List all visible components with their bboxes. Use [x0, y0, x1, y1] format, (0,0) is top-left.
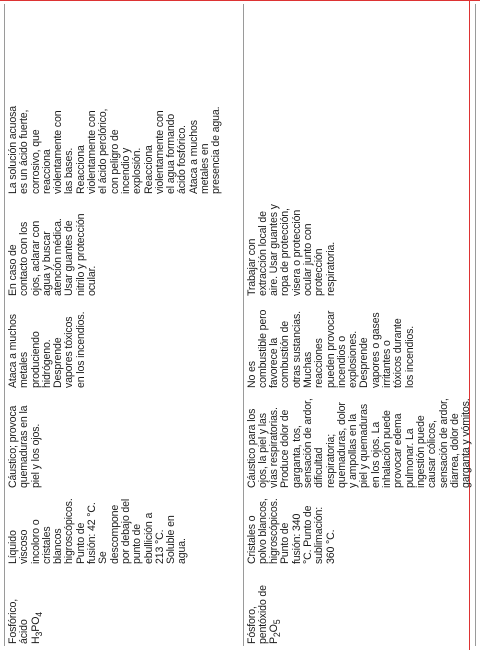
- reactivity-cell: [243, 100, 476, 200]
- substance-name-cell: [243, 570, 476, 646]
- health-hazards-cell: Cáustico; provoca quemaduras en la piel y los ojos.: [5, 394, 244, 494]
- substance-name: Fósforo, pentóxido de: [245, 585, 269, 644]
- fire-hazards-cell: Ataca a muchos metales produciendo hidrógeno. Desprende vapores tóxicos en los incendios.: [5, 302, 244, 394]
- empty-cell: [5, 4, 244, 100]
- empty-cell: [243, 4, 476, 100]
- physical-properties-cell: Cristales o polvo blancos, higroscópicos. Punto de fusión: 340 °C. Punto de sublimación: 360 °C.: [243, 494, 476, 570]
- health-hazards-cell: Cáustico para los ojos, la piel y las vías respiratorias. Produce dolor de garganta, tos, sensación de ardor, dificultad respiratoria; quemaduras, dolor y ampollas en la piel y quemaduras en los ojos. La inhalación puede provocar edema pulmonar. La ingestión puede causar cólicos, sensación de ardor, diarrea, dolor de garganta y vómitos.: [243, 394, 476, 494]
- table-row: [243, 4, 476, 646]
- substance-formula: $P_2O_5$: [268, 619, 283, 644]
- prevention-cell: En caso de contacto con los ojos, aclarar con agua y buscar atención médica. Usar guantes de nitrilo y protección ocular.: [5, 200, 244, 302]
- prevention-cell: Trabajar con extracción local de aire. Usar guantes y ropa de protección, visera o protección ocular junto con protección respiratoria.: [243, 200, 476, 302]
- substance-formula: $H_3PO_4$: [29, 611, 44, 644]
- chemical-hazards-table: [4, 4, 476, 646]
- fire-hazards-cell: No es combustible pero favorece la combustión de otras sustancias. Muchas reacciones pueden provocar incendios o explosiones. Desprende vapores o gases irritantes o tóxicos durante los incendios.: [243, 302, 476, 394]
- physical-properties-cell: Líquido viscoso incoloro o cristales blancos higroscópicos. Punto de fusión: 42 °C. Se descompone por debajo del punto de ebullición a 213 °C. Soluble en agua.: [5, 494, 244, 570]
- reactivity-cell: La solución acuosa es un ácido fuerte, corrosivo, que reacciona violentamente con las bases. Reacciona violentamente con el ácido perclórico, con peligro de incendio y explosión. Reacciona violentamente con el agua formando ácido fosfórico. Ataca a muchos metales en presencia de agua.: [5, 100, 244, 200]
- table-row: [5, 4, 244, 646]
- substance-name-cell: [5, 570, 244, 646]
- substance-name: Fosfórico, ácido: [7, 598, 31, 644]
